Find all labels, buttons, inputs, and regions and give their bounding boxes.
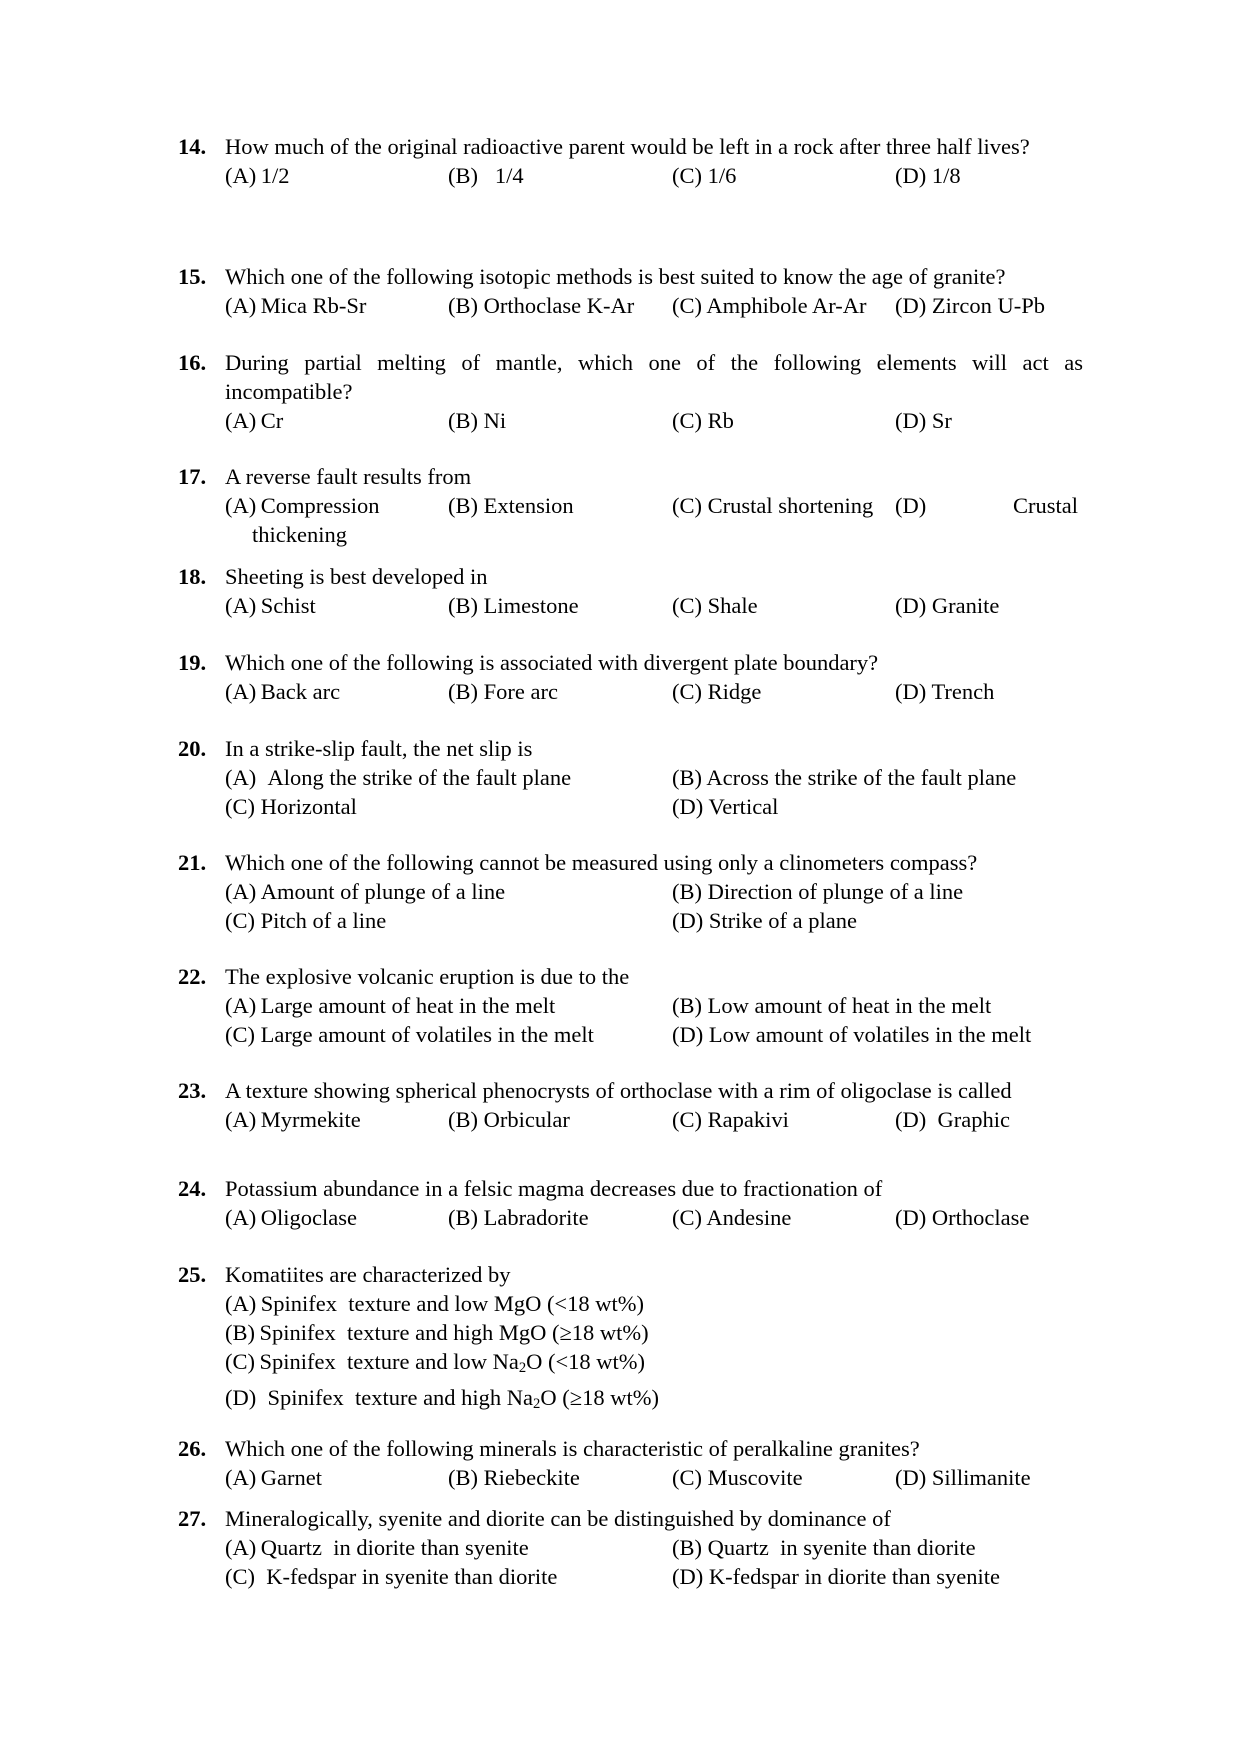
question-26 [178, 1434, 1083, 1492]
option-d[interactable]: (D) Zircon U-Pb [895, 293, 1045, 318]
option-c[interactable]: (C) Shale [672, 593, 758, 618]
option-d[interactable]: (D) Low amount of volatiles in the melt [672, 1022, 1032, 1047]
question-number: 27. [178, 1506, 207, 1531]
options-row [225, 291, 1083, 320]
option-c[interactable]: (C) Rapakivi [672, 1107, 789, 1132]
options-row [225, 763, 1083, 792]
question-number: 26. [178, 1436, 207, 1461]
question-text: The explosive volcanic eruption is due to the [225, 964, 630, 989]
option-d-text[interactable]: Crustal [1013, 493, 1078, 518]
options-row [225, 161, 1083, 190]
option-b[interactable]: (B) Direction of plunge of a line [672, 879, 964, 904]
option-b[interactable]: (B) Labradorite [448, 1205, 589, 1230]
option-c[interactable]: (C) Andesine [672, 1205, 792, 1230]
option-b[interactable]: (B) Extension [448, 493, 574, 518]
option-a[interactable]: (A) Back arc [225, 679, 341, 704]
question-text: In a strike-slip fault, the net slip is [225, 736, 533, 761]
option-c[interactable]: (C) Amphibole Ar-Ar [672, 293, 867, 318]
option-c[interactable]: (C) Pitch of a line [225, 908, 387, 933]
option-d[interactable]: (D) 1/8 [895, 163, 961, 188]
question-number: 17. [178, 464, 207, 489]
option-a[interactable]: (A) Quartz in diorite than syenite [225, 1535, 529, 1560]
options-row [225, 406, 1083, 435]
option-c[interactable]: (C) Crustal shortening [672, 493, 874, 518]
option-a[interactable]: (A) Mica Rb-Sr [225, 293, 367, 318]
option-a[interactable]: (A) Oligoclase [225, 1205, 357, 1230]
question-text: A texture showing spherical phenocrysts of orthoclase with a rim of oligoclase is called [225, 1078, 1012, 1103]
option-d[interactable]: (D) Orthoclase [895, 1205, 1030, 1230]
option-d[interactable]: (D) Graphic [895, 1107, 1010, 1132]
question-text: Mineralogically, syenite and diorite can be distinguished by dominance of [225, 1506, 891, 1531]
options-row [225, 491, 1083, 520]
question-number: 25. [178, 1262, 207, 1287]
question-text: How much of the original radioactive parent would be left in a rock after three half lives? [225, 134, 1030, 159]
option-a[interactable]: (A) 1/2 [225, 163, 290, 188]
option-b[interactable]: (B) 1/4 [448, 163, 524, 188]
question-17 [178, 462, 1083, 549]
option-c[interactable]: (C) Horizontal [225, 794, 357, 819]
option-b[interactable]: (B) Fore arc [448, 679, 558, 704]
option-b[interactable]: (B) Orthoclase K-Ar [448, 293, 635, 318]
option-d[interactable]: (D) Trench [895, 679, 995, 704]
question-15 [178, 262, 1083, 320]
option-a[interactable]: (A) Myrmekite [225, 1107, 361, 1132]
option-a[interactable]: (A) Compression [225, 493, 380, 518]
question-18 [178, 562, 1083, 620]
option-d[interactable]: (D) Strike of a plane [672, 908, 857, 933]
option-d[interactable]: (D) Sr [895, 408, 952, 433]
option-text: (A) Spinifex texture and low MgO (<18 wt%) [225, 1291, 644, 1316]
question-19 [178, 648, 1083, 706]
option-a[interactable] [225, 1289, 1083, 1318]
option-b[interactable]: (B) Low amount of heat in the melt [672, 993, 992, 1018]
question-number: 21. [178, 850, 207, 875]
options-row [225, 877, 1083, 906]
option-d[interactable]: (D) Granite [895, 593, 1000, 618]
option-b[interactable]: (B) Quartz in syenite than diorite [672, 1535, 976, 1560]
question-23 [178, 1076, 1083, 1134]
question-text: During partial melting of mantle, which one of the following elements will act as incompatible? [225, 350, 1083, 404]
option-text: (D) Spinifex texture and high Na [225, 1385, 534, 1410]
option-text: (B) Spinifex texture and high MgO (≥18 wt%) [225, 1320, 649, 1345]
option-b[interactable]: (B) Orbicular [448, 1107, 570, 1132]
question-text: Which one of the following cannot be measured using only a clinometers compass? [225, 850, 978, 875]
question-number: 20. [178, 736, 207, 761]
options-row [225, 906, 1083, 935]
option-a[interactable]: (A) Garnet [225, 1465, 322, 1490]
question-text: Potassium abundance in a felsic magma decreases due to fractionation of [225, 1176, 883, 1201]
option-d-label[interactable]: (D) [895, 493, 927, 518]
question-14 [178, 132, 1083, 190]
question-number: 19. [178, 650, 207, 675]
option-a[interactable]: (A) Along the strike of the fault plane [225, 765, 572, 790]
option-d[interactable]: (D) Sillimanite [895, 1465, 1031, 1490]
question-number: 24. [178, 1176, 207, 1201]
question-text: Which one of the following minerals is characteristic of peralkaline granites? [225, 1436, 920, 1461]
option-d[interactable]: (D) Vertical [672, 794, 779, 819]
question-number: 18. [178, 564, 207, 589]
question-text: Komatiites are characterized by [225, 1262, 511, 1287]
option-c[interactable]: (C) Large amount of volatiles in the melt [225, 1022, 594, 1047]
question-number: 16. [178, 350, 207, 375]
option-d-continuation: thickening [252, 522, 347, 547]
option-c[interactable]: (C) K-fedspar in syenite than diorite [225, 1564, 558, 1589]
option-c[interactable]: (C) 1/6 [672, 163, 737, 188]
option-b[interactable]: (B) Riebeckite [448, 1465, 580, 1490]
option-b[interactable]: (B) Limestone [448, 593, 579, 618]
question-number: 15. [178, 264, 207, 289]
options-row [225, 1105, 1083, 1134]
option-a[interactable]: (A) Large amount of heat in the melt [225, 993, 556, 1018]
option-b[interactable]: (B) Across the strike of the fault plane [672, 765, 1017, 790]
options-row [225, 1463, 1083, 1492]
options-row [225, 1533, 1083, 1562]
options-row [225, 591, 1083, 620]
question-number: 23. [178, 1078, 207, 1103]
option-d[interactable]: (D) K-fedspar in diorite than syenite [672, 1564, 1001, 1589]
option-text-end: O (<18 wt%) [526, 1349, 646, 1374]
option-a[interactable]: (A) Cr [225, 408, 284, 433]
question-text: A reverse fault results from [225, 464, 472, 489]
options-row [225, 991, 1083, 1020]
options-row [225, 677, 1083, 706]
option-text-end: O (≥18 wt%) [540, 1385, 659, 1410]
question-25 [178, 1260, 1083, 1419]
question-text: Which one of the following is associated with divergent plate boundary? [225, 650, 879, 675]
options-row [225, 1562, 1083, 1591]
option-c[interactable] [225, 1347, 1083, 1383]
option-c[interactable]: (C) Ridge [672, 679, 762, 704]
options-row [225, 1020, 1083, 1049]
options-row [225, 792, 1083, 821]
subscript: 2 [518, 1360, 527, 1376]
question-number: 14. [178, 134, 207, 159]
option-a[interactable]: (A) Amount of plunge of a line [225, 879, 506, 904]
question-21 [178, 848, 1083, 935]
question-24 [178, 1174, 1083, 1232]
question-20 [178, 734, 1083, 821]
option-a[interactable]: (A) Schist [225, 593, 316, 618]
question-text: Which one of the following isotopic methods is best suited to know the age of granite? [225, 264, 1006, 289]
option-b[interactable]: (B) Ni [448, 408, 507, 433]
option-b[interactable] [225, 1318, 1083, 1347]
question-16 [178, 348, 1083, 435]
question-22 [178, 962, 1083, 1049]
option-d[interactable] [225, 1383, 1083, 1419]
question-number: 22. [178, 964, 207, 989]
question-text: Sheeting is best developed in [225, 564, 488, 589]
option-c[interactable]: (C) Muscovite [672, 1465, 803, 1490]
option-text: (C) Spinifex texture and low Na [225, 1349, 519, 1374]
question-27 [178, 1504, 1083, 1591]
options-row [225, 1203, 1083, 1232]
option-c[interactable]: (C) Rb [672, 408, 734, 433]
subscript: 2 [533, 1396, 541, 1412]
